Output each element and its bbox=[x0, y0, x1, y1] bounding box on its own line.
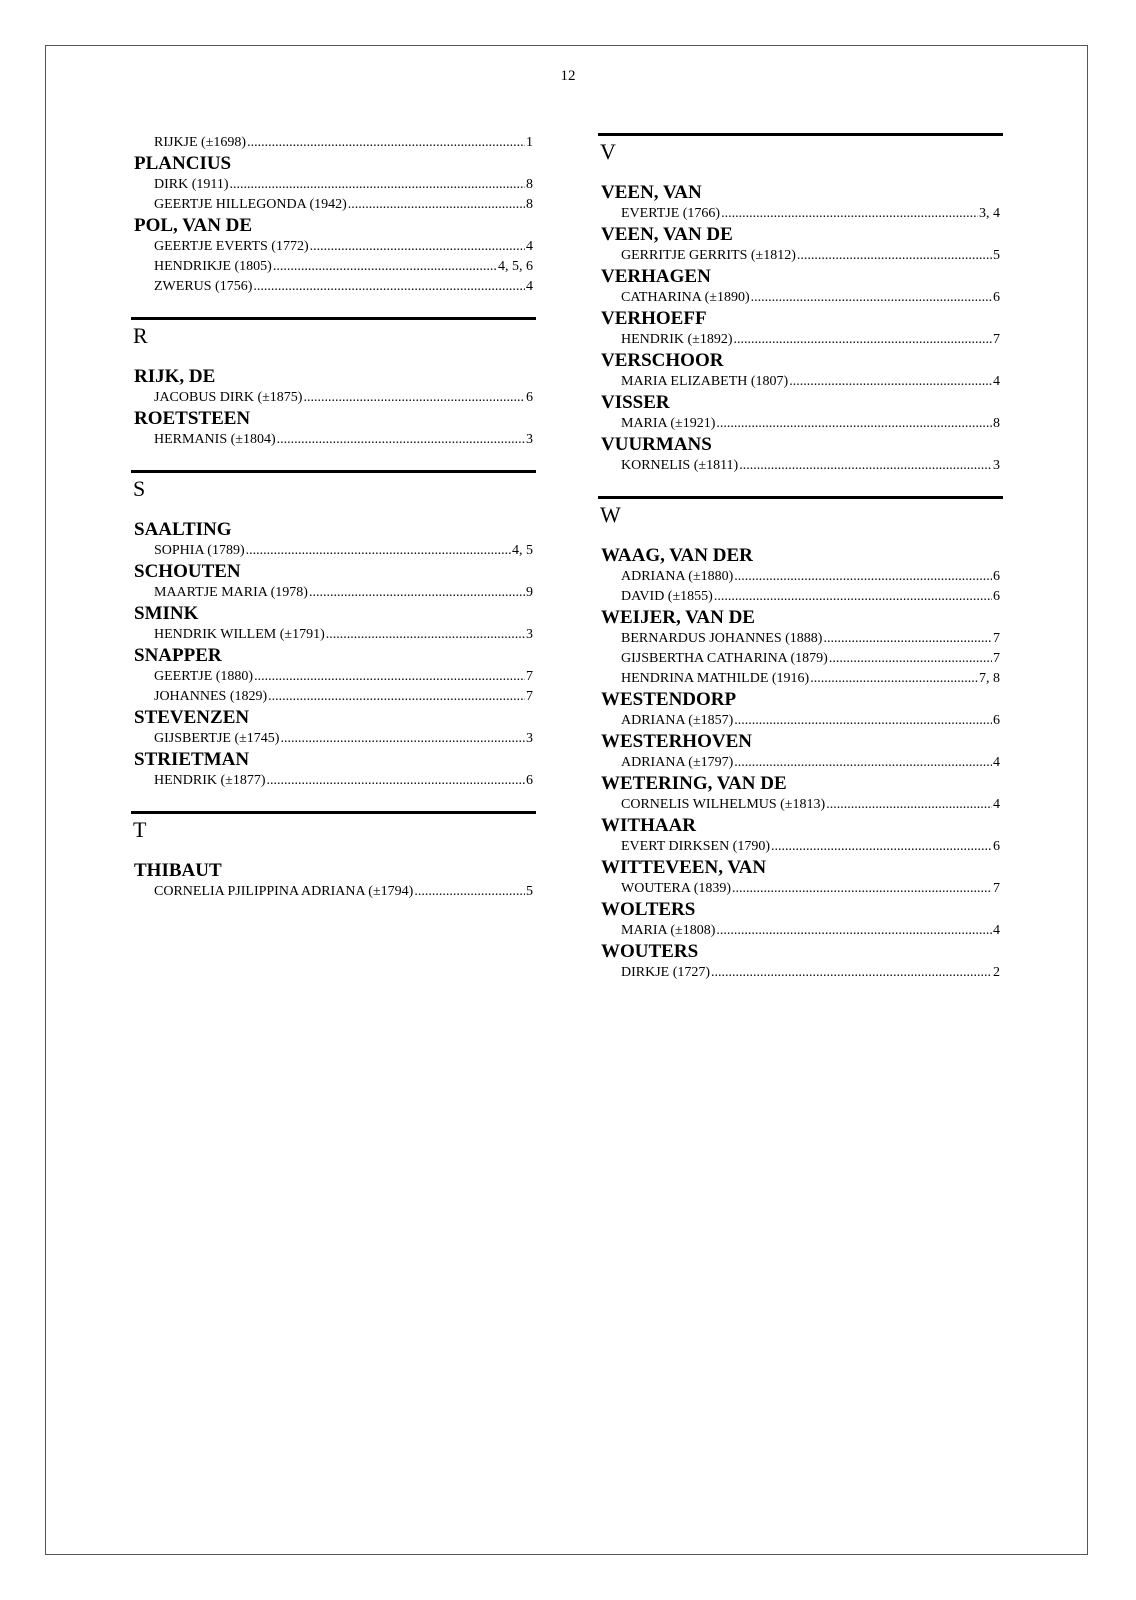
entry-name: DAVID (±1855) bbox=[621, 589, 713, 604]
index-entry bbox=[598, 246, 1003, 266]
entry-pages: 8 bbox=[526, 197, 533, 212]
surname-heading: SMINK bbox=[134, 603, 199, 624]
surname-heading: POL, VAN DE bbox=[134, 215, 253, 236]
dot-leader bbox=[716, 414, 992, 434]
index-entry bbox=[131, 667, 536, 687]
surname-heading: WEIJER, VAN DE bbox=[601, 607, 755, 628]
entry-name: MARIA (±1921) bbox=[621, 416, 716, 431]
entry-pages: 9 bbox=[526, 585, 533, 600]
index-entry bbox=[131, 771, 536, 791]
section-letter: W bbox=[600, 502, 621, 527]
dot-leader bbox=[247, 133, 525, 153]
surname-heading: VISSER bbox=[601, 392, 670, 413]
dot-leader bbox=[829, 649, 992, 669]
dot-leader bbox=[303, 388, 525, 408]
entry-name: HENDRIK (±1892) bbox=[621, 332, 733, 347]
index-entry bbox=[131, 882, 536, 902]
index-entry bbox=[598, 629, 1003, 649]
dot-leader bbox=[810, 669, 978, 689]
dot-leader bbox=[721, 204, 978, 224]
index-entry bbox=[131, 625, 536, 645]
entry-name: GIJSBERTJE (±1745) bbox=[154, 731, 280, 746]
entry-pages: 2 bbox=[993, 965, 1000, 980]
entry-name: HENDRIKJE (1805) bbox=[154, 259, 272, 274]
entry-name: EVERT DIRKSEN (1790) bbox=[621, 839, 771, 854]
surname-heading: THIBAUT bbox=[134, 860, 222, 881]
index-entry bbox=[131, 687, 536, 707]
entry-pages: 4 bbox=[993, 797, 1000, 812]
entry-name: GERRITJE GERRITS (±1812) bbox=[621, 248, 796, 263]
entry-pages: 7, 8 bbox=[979, 671, 1000, 686]
index-entry bbox=[131, 729, 536, 749]
entry-pages: 3 bbox=[526, 432, 533, 447]
index-entry bbox=[598, 669, 1003, 689]
index-entry bbox=[131, 583, 536, 603]
surname-heading: STRIETMAN bbox=[134, 749, 250, 770]
surname-heading: VEEN, VAN bbox=[601, 182, 702, 203]
entry-name: JACOBUS DIRK (±1875) bbox=[154, 390, 303, 405]
surname-heading: VERSCHOOR bbox=[601, 350, 724, 371]
index-entry bbox=[598, 837, 1003, 857]
dot-leader bbox=[771, 837, 992, 857]
surname-heading: STEVENZEN bbox=[134, 707, 250, 728]
entry-name: ADRIANA (±1857) bbox=[621, 713, 734, 728]
dot-leader bbox=[797, 246, 992, 266]
entry-pages: 7 bbox=[526, 689, 533, 704]
index-column-right bbox=[598, 133, 1003, 983]
page-number: 12 bbox=[560, 68, 576, 84]
surname-heading: PLANCIUS bbox=[134, 153, 232, 174]
dot-leader bbox=[326, 625, 525, 645]
dot-leader bbox=[273, 257, 497, 277]
entry-pages: 3 bbox=[526, 627, 533, 642]
dot-leader bbox=[826, 795, 992, 815]
dot-leader bbox=[789, 372, 992, 392]
index-entry bbox=[131, 257, 536, 277]
entry-pages: 6 bbox=[993, 569, 1000, 584]
dot-leader bbox=[823, 629, 992, 649]
dot-leader bbox=[734, 753, 992, 773]
entry-name: WOUTERA (1839) bbox=[621, 881, 732, 896]
index-column-left bbox=[131, 133, 536, 902]
entry-name: DIRK (1911) bbox=[154, 177, 229, 192]
entry-pages: 5 bbox=[526, 884, 533, 899]
index-entry bbox=[598, 921, 1003, 941]
index-entry bbox=[598, 711, 1003, 731]
entry-name: CATHARINA (±1890) bbox=[621, 290, 750, 305]
surname-heading: VUURMANS bbox=[601, 434, 712, 455]
entry-name: GIJSBERTHA CATHARINA (1879) bbox=[621, 651, 828, 666]
index-section bbox=[131, 470, 536, 791]
section-letter: V bbox=[600, 139, 616, 164]
index-entry bbox=[131, 175, 536, 195]
entry-name: GEERTJE HILLEGONDA (1942) bbox=[154, 197, 347, 212]
index-entry bbox=[131, 277, 536, 297]
surname-heading: WITHAAR bbox=[601, 815, 697, 836]
entry-name: RIJKJE (±1698) bbox=[154, 135, 247, 150]
surname-heading: WETERING, VAN DE bbox=[601, 773, 787, 794]
surname-heading: SCHOUTEN bbox=[134, 561, 241, 582]
entry-pages: 6 bbox=[993, 589, 1000, 604]
entry-name: BERNARDUS JOHANNES (1888) bbox=[621, 631, 823, 646]
entry-name: HENDRINA MATHILDE (1916) bbox=[621, 671, 810, 686]
surname-heading: ROETSTEEN bbox=[134, 408, 251, 429]
surname-heading: WESTERHOVEN bbox=[601, 731, 752, 752]
entry-pages: 7 bbox=[526, 669, 533, 684]
index-entry bbox=[131, 133, 536, 153]
entry-pages: 6 bbox=[993, 713, 1000, 728]
dot-leader bbox=[254, 667, 525, 687]
index-entry bbox=[598, 330, 1003, 350]
dot-leader bbox=[711, 963, 992, 983]
entry-name: HENDRIK (±1877) bbox=[154, 773, 266, 788]
index-section bbox=[131, 317, 536, 450]
entry-name: ADRIANA (±1797) bbox=[621, 755, 734, 770]
index-section bbox=[131, 133, 536, 297]
surname-heading: WAAG, VAN DER bbox=[601, 545, 753, 566]
dot-leader bbox=[253, 277, 525, 297]
entry-name: MARIA ELIZABETH (1807) bbox=[621, 374, 789, 389]
surname-heading: SNAPPER bbox=[134, 645, 222, 666]
dot-leader bbox=[246, 541, 511, 561]
entry-name: GEERTJE EVERTS (1772) bbox=[154, 239, 309, 254]
entry-pages: 6 bbox=[993, 839, 1000, 854]
dot-leader bbox=[751, 288, 992, 308]
entry-name: EVERTJE (1766) bbox=[621, 206, 721, 221]
entry-name: HERMANIS (±1804) bbox=[154, 432, 276, 447]
index-entry bbox=[598, 204, 1003, 224]
entry-pages: 4 bbox=[993, 923, 1000, 938]
entry-pages: 3 bbox=[526, 731, 533, 746]
index-entry bbox=[598, 372, 1003, 392]
dot-leader bbox=[277, 430, 525, 450]
entry-name: HENDRIK WILLEM (±1791) bbox=[154, 627, 325, 642]
entry-name: JOHANNES (1829) bbox=[154, 689, 268, 704]
entry-name: SOPHIA (1789) bbox=[154, 543, 245, 558]
entry-pages: 4 bbox=[526, 239, 533, 254]
entry-name: GEERTJE (1880) bbox=[154, 669, 254, 684]
surname-heading: VERHAGEN bbox=[601, 266, 711, 287]
index-entry bbox=[598, 879, 1003, 899]
dot-leader bbox=[267, 771, 525, 791]
dot-leader bbox=[734, 330, 992, 350]
entry-name: ADRIANA (±1880) bbox=[621, 569, 734, 584]
section-letter: S bbox=[133, 476, 146, 501]
dot-leader bbox=[734, 567, 992, 587]
index-section bbox=[598, 133, 1003, 476]
surname-heading: RIJK, DE bbox=[134, 366, 216, 387]
dot-leader bbox=[739, 456, 992, 476]
entry-pages: 7 bbox=[993, 651, 1000, 666]
entry-pages: 8 bbox=[526, 177, 533, 192]
dot-leader bbox=[716, 921, 992, 941]
surname-heading: SAALTING bbox=[134, 519, 232, 540]
index-entry bbox=[598, 567, 1003, 587]
entry-pages: 3, 4 bbox=[979, 206, 1000, 221]
entry-pages: 7 bbox=[993, 332, 1000, 347]
entry-pages: 7 bbox=[993, 631, 1000, 646]
surname-heading: WITTEVEEN, VAN bbox=[601, 857, 767, 878]
index-entry bbox=[598, 456, 1003, 476]
entry-pages: 1 bbox=[526, 135, 533, 150]
entry-pages: 6 bbox=[526, 773, 533, 788]
section-letter: R bbox=[133, 323, 148, 348]
entry-pages: 4 bbox=[526, 279, 533, 294]
dot-leader bbox=[230, 175, 525, 195]
entry-name: MARIA (±1808) bbox=[621, 923, 716, 938]
dot-leader bbox=[310, 237, 525, 257]
index-section bbox=[131, 811, 536, 902]
index-section bbox=[598, 496, 1003, 983]
dot-leader bbox=[348, 195, 525, 215]
section-letter: T bbox=[133, 817, 147, 842]
dot-leader bbox=[268, 687, 525, 707]
entry-name: CORNELIS WILHELMUS (±1813) bbox=[621, 797, 826, 812]
dot-leader bbox=[732, 879, 992, 899]
index-entry bbox=[131, 195, 536, 215]
index-entry bbox=[598, 795, 1003, 815]
surname-heading: VERHOEFF bbox=[601, 308, 707, 329]
index-entry bbox=[131, 388, 536, 408]
entry-pages: 5 bbox=[993, 248, 1000, 263]
entry-pages: 6 bbox=[526, 390, 533, 405]
index-entry bbox=[131, 430, 536, 450]
index-entry bbox=[598, 649, 1003, 669]
entry-name: DIRKJE (1727) bbox=[621, 965, 711, 980]
entry-pages: 4 bbox=[993, 374, 1000, 389]
dot-leader bbox=[309, 583, 525, 603]
index-entry bbox=[598, 414, 1003, 434]
entry-name: MAARTJE MARIA (1978) bbox=[154, 585, 308, 600]
dot-leader bbox=[280, 729, 525, 749]
index-entry bbox=[131, 541, 536, 561]
surname-heading: WOLTERS bbox=[601, 899, 696, 920]
entry-pages: 3 bbox=[993, 458, 1000, 473]
index-entry bbox=[598, 587, 1003, 607]
entry-pages: 6 bbox=[993, 290, 1000, 305]
entry-pages: 4 bbox=[993, 755, 1000, 770]
surname-heading: WOUTERS bbox=[601, 941, 699, 962]
index-entry bbox=[598, 963, 1003, 983]
entry-pages: 8 bbox=[993, 416, 1000, 431]
index-entry bbox=[598, 288, 1003, 308]
surname-heading: VEEN, VAN DE bbox=[601, 224, 733, 245]
entry-pages: 4, 5 bbox=[512, 543, 533, 558]
entry-pages: 7 bbox=[993, 881, 1000, 896]
entry-name: KORNELIS (±1811) bbox=[621, 458, 739, 473]
dot-leader bbox=[414, 882, 525, 902]
entry-name: CORNELIA PJILIPPINA ADRIANA (±1794) bbox=[154, 884, 414, 899]
surname-heading: WESTENDORP bbox=[601, 689, 737, 710]
index-entry bbox=[598, 753, 1003, 773]
entry-pages: 4, 5, 6 bbox=[498, 259, 533, 274]
dot-leader bbox=[714, 587, 992, 607]
entry-name: ZWERUS (1756) bbox=[154, 279, 253, 294]
dot-leader bbox=[734, 711, 992, 731]
index-entry bbox=[131, 237, 536, 257]
